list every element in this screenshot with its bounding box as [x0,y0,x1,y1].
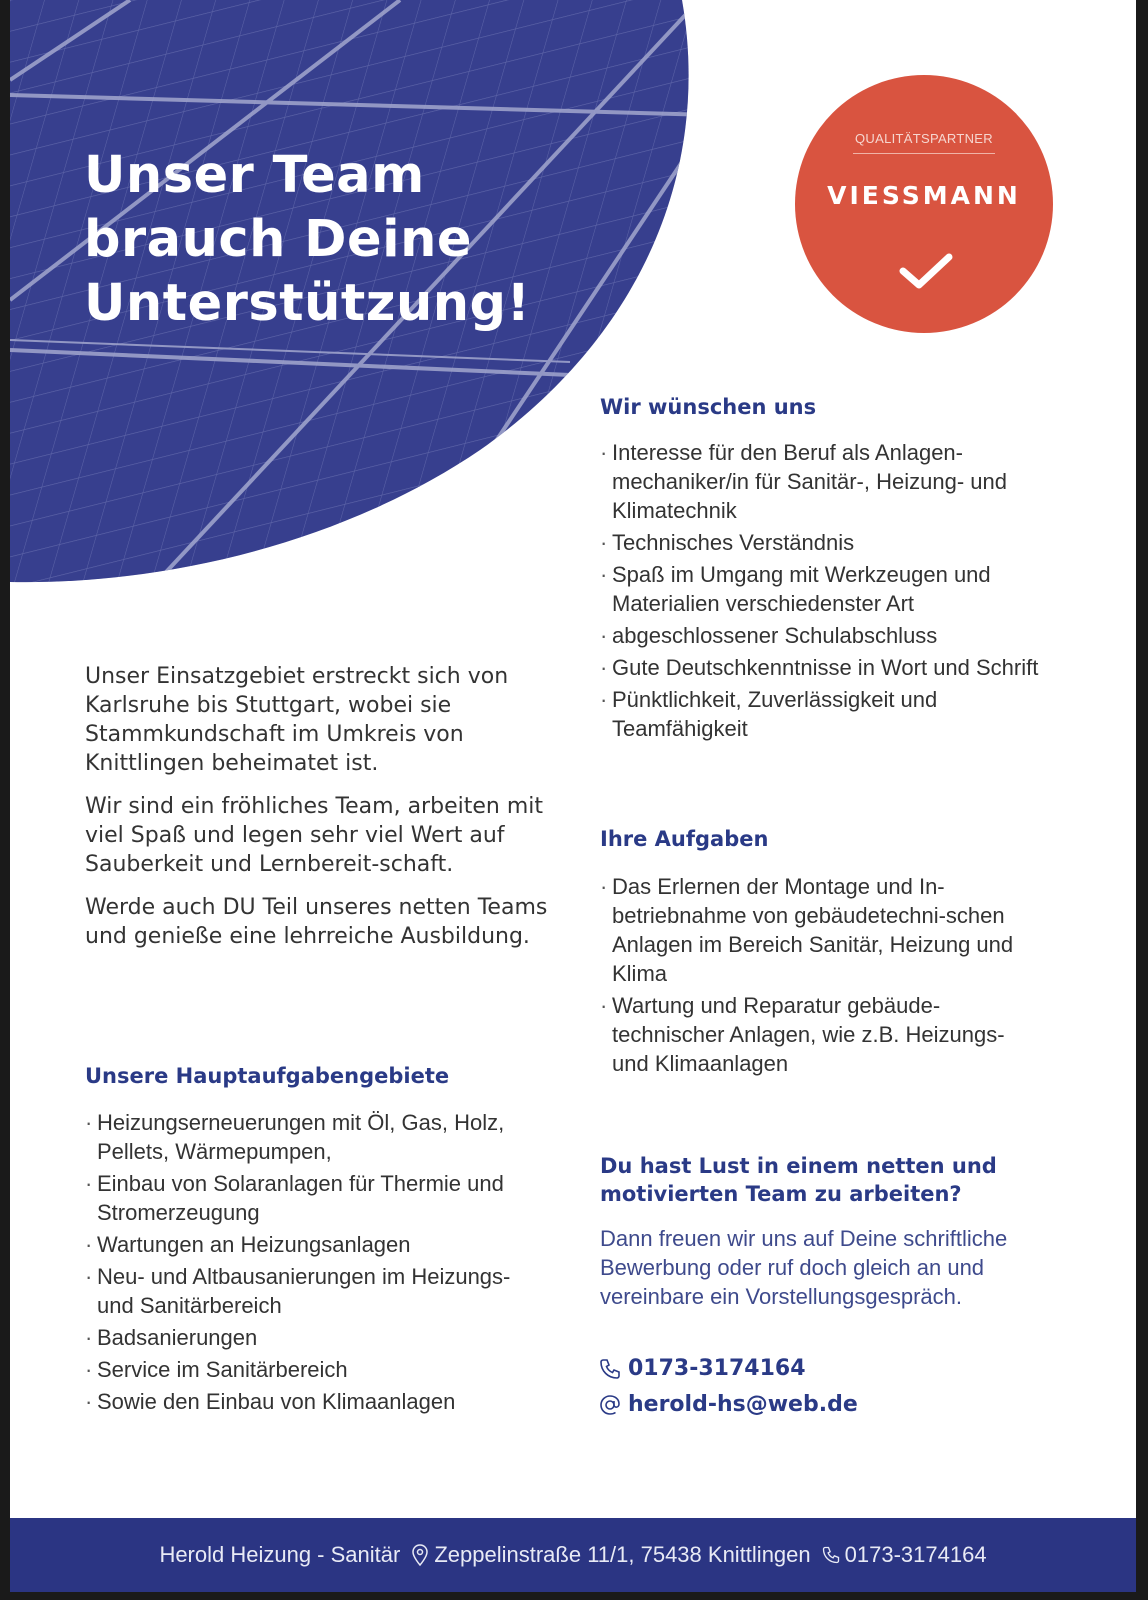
intro-paragraph: Werde auch DU Teil unseres netten Teams und genieße eine lehrreiche Ausbildung. [85,895,548,949]
headline-line: Unterstützung! [84,274,531,333]
footer-address: Zeppelinstraße 11/1, 75438 Knittlingen [434,1542,811,1567]
list-item: · Pünktlichkeit, Zuverlässigkeit und Teamfähigkeit [600,685,1050,743]
list-item: · Neu- und Altbausanierungen im Heizungs- und Sanitärbereich [85,1262,545,1320]
wishes-heading: Wir wünschen uns [600,395,817,419]
main-tasks-heading: Unsere Hauptaufgabengebiete [85,1064,450,1088]
headline [84,144,564,336]
wishes-list [600,438,1050,746]
intro-paragraph: Wir sind ein fröhliches Team, arbeiten mit viel Spaß und legen sehr viel Wert auf Sauberkeit und Lernbereit-schaft. [85,794,543,877]
headline-line: Unser Team [84,146,425,205]
footer-phone[interactable]: 0173-3174164 [844,1542,987,1567]
list-item: · Gute Deutschkenntnisse in Wort und Schrift [600,653,1050,682]
footer-company: Herold Heizung - Sanitär [159,1542,401,1567]
list-item: · Technisches Verständnis [600,528,1050,557]
phone-icon [821,1544,841,1566]
location-pin-icon [410,1544,430,1566]
badge-divider [853,153,995,154]
email-address[interactable]: herold-hs@web.de [628,1392,858,1417]
duties-list [600,872,1040,1081]
list-item: · Service im Sanitärbereich [85,1355,545,1384]
footer-phone-item[interactable] [821,1542,987,1568]
badge-brand-logo: VIESSMANN [827,181,1021,210]
intro-paragraph: Unser Einsatzgebiet erstreckt sich von Karlsruhe bis Stuttgart, wobei sie Stammkundschaft im Umkreis von Knittlingen beheimatet ist. [85,664,509,776]
headline-line: brauch Deine [84,210,472,269]
flyer-page [10,0,1136,1592]
list-item: · Wartung und Reparatur gebäude-technischer Anlagen, wie z.B. Heizungs- und Klimaanlagen [600,991,1040,1078]
list-item: · Badsanierungen [85,1323,545,1352]
phone-contact[interactable] [598,1356,806,1381]
quality-partner-badge [795,75,1053,333]
list-item: · Wartungen an Heizungsanlagen [85,1230,545,1259]
phone-icon [598,1357,622,1381]
at-icon [598,1393,622,1417]
footer-bar [10,1518,1136,1592]
intro-text [85,662,555,965]
list-item: · Das Erlernen der Montage und In-betriebnahme von gebäudetechni-schen Anlagen im Bereich Sanitär, Heizung und Klima [600,872,1040,988]
cta-text: Dann freuen wir uns auf Deine schriftliche Bewerbung oder ruf doch gleich an und vereinbare ein Vorstellungsgespräch. [600,1226,1008,1309]
phone-number[interactable]: 0173-3174164 [628,1356,806,1381]
email-contact[interactable] [598,1392,858,1417]
checkmark-icon [899,251,953,291]
list-item: · Einbau von Solaranlagen für Thermie und Stromerzeugung [85,1169,545,1227]
list-item: · Heizungserneuerungen mit Öl, Gas, Holz, Pellets, Wärmepumpen, [85,1108,545,1166]
cta-heading: Du hast Lust in einem netten und motivierten Team zu arbeiten? [600,1154,997,1206]
badge-caption: QUALITÄTSPARTNER [855,131,993,146]
duties-heading: Ihre Aufgaben [600,827,769,851]
list-item: · Sowie den Einbau von Klimaanlagen [85,1387,545,1416]
list-item: · abgeschlossener Schulabschluss [600,621,1050,650]
list-item: · Spaß im Umgang mit Werkzeugen und Materialien verschiedenster Art [600,560,1050,618]
main-tasks-list [85,1108,545,1419]
list-item: · Interesse für den Beruf als Anlagen-mechaniker/in für Sanitär-, Heizung- und Klimatechnik [600,438,1050,525]
footer-address-item [410,1542,810,1568]
